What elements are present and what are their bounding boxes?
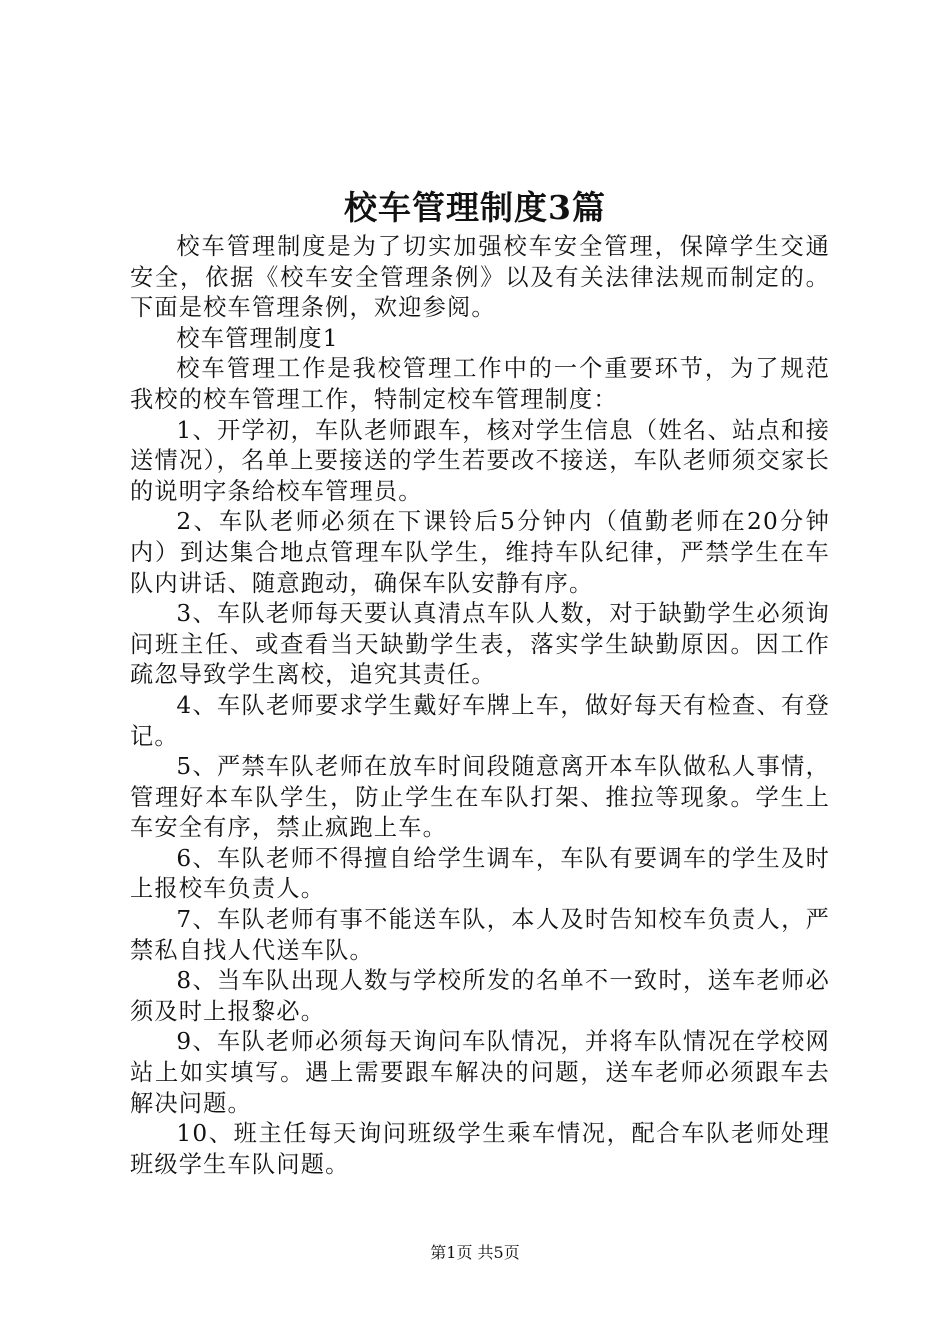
document-body bbox=[130, 232, 830, 1180]
rule-item: 5、严禁车队老师在放车时间段随意离开本车队做私人事情，管理好本车队学生，防止学生在车队打架、推拉等现象。学生上车安全有序，禁止疯跑上车。 bbox=[130, 753, 830, 842]
rule-item: 4、车队老师要求学生戴好车牌上车，做好每天有检查、有登记。 bbox=[130, 691, 830, 750]
rule-item: 1、开学初，车队老师跟车，核对学生信息（姓名、站点和接送情况），名单上要接送的学生若要改不接送，车队老师须交家长的说明字条给校车管理员。 bbox=[130, 416, 830, 505]
rule-item: 3、车队老师每天要认真清点车队人数，对于缺勤学生必须询问班主任、或查看当天缺勤学生表，落实学生缺勤原因。因工作疏忽导致学生离校，追究其责任。 bbox=[130, 600, 830, 689]
document-title: 校车管理制度3篇 bbox=[344, 188, 606, 227]
rule-item: 2、车队老师必须在下课铃后5分钟内（值勤老师在20分钟内）到达集合地点管理车队学生，维持车队纪律，严禁学生在车队内讲话、随意跑动，确保车队安静有序。 bbox=[130, 508, 830, 597]
rule-item: 8、当车队出现人数与学校所发的名单不一致时，送车老师必须及时上报黎必。 bbox=[130, 967, 830, 1025]
paragraph-overview: 校车管理工作是我校管理工作中的一个重要环节，为了规范我校的校车管理工作，特制定校车管理制度： bbox=[130, 355, 830, 413]
rule-item: 7、车队老师有事不能送车队，本人及时告知校车负责人，严禁私自找人代送车队。 bbox=[130, 906, 830, 964]
page-footer: 第1页 共5页 bbox=[430, 1243, 520, 1262]
rule-item: 10、班主任每天询问班级学生乘车情况，配合车队老师处理班级学生车队问题。 bbox=[130, 1120, 830, 1178]
rule-item: 9、车队老师必须每天询问车队情况，并将车队情况在学校网站上如实填写。遇上需要跟车解决的问题，送车老师必须跟车去解决问题。 bbox=[130, 1028, 830, 1117]
rule-item: 6、车队老师不得擅自给学生调车，车队有要调车的学生及时上报校车负责人。 bbox=[130, 844, 830, 903]
paragraph-intro: 校车管理制度是为了切实加强校车安全管理，保障学生交通安全，依据《校车安全管理条例》以及有关法律法规而制定的。下面是校车管理条例，欢迎参阅。 bbox=[130, 233, 830, 322]
section-heading: 校车管理制度1 bbox=[176, 324, 339, 352]
